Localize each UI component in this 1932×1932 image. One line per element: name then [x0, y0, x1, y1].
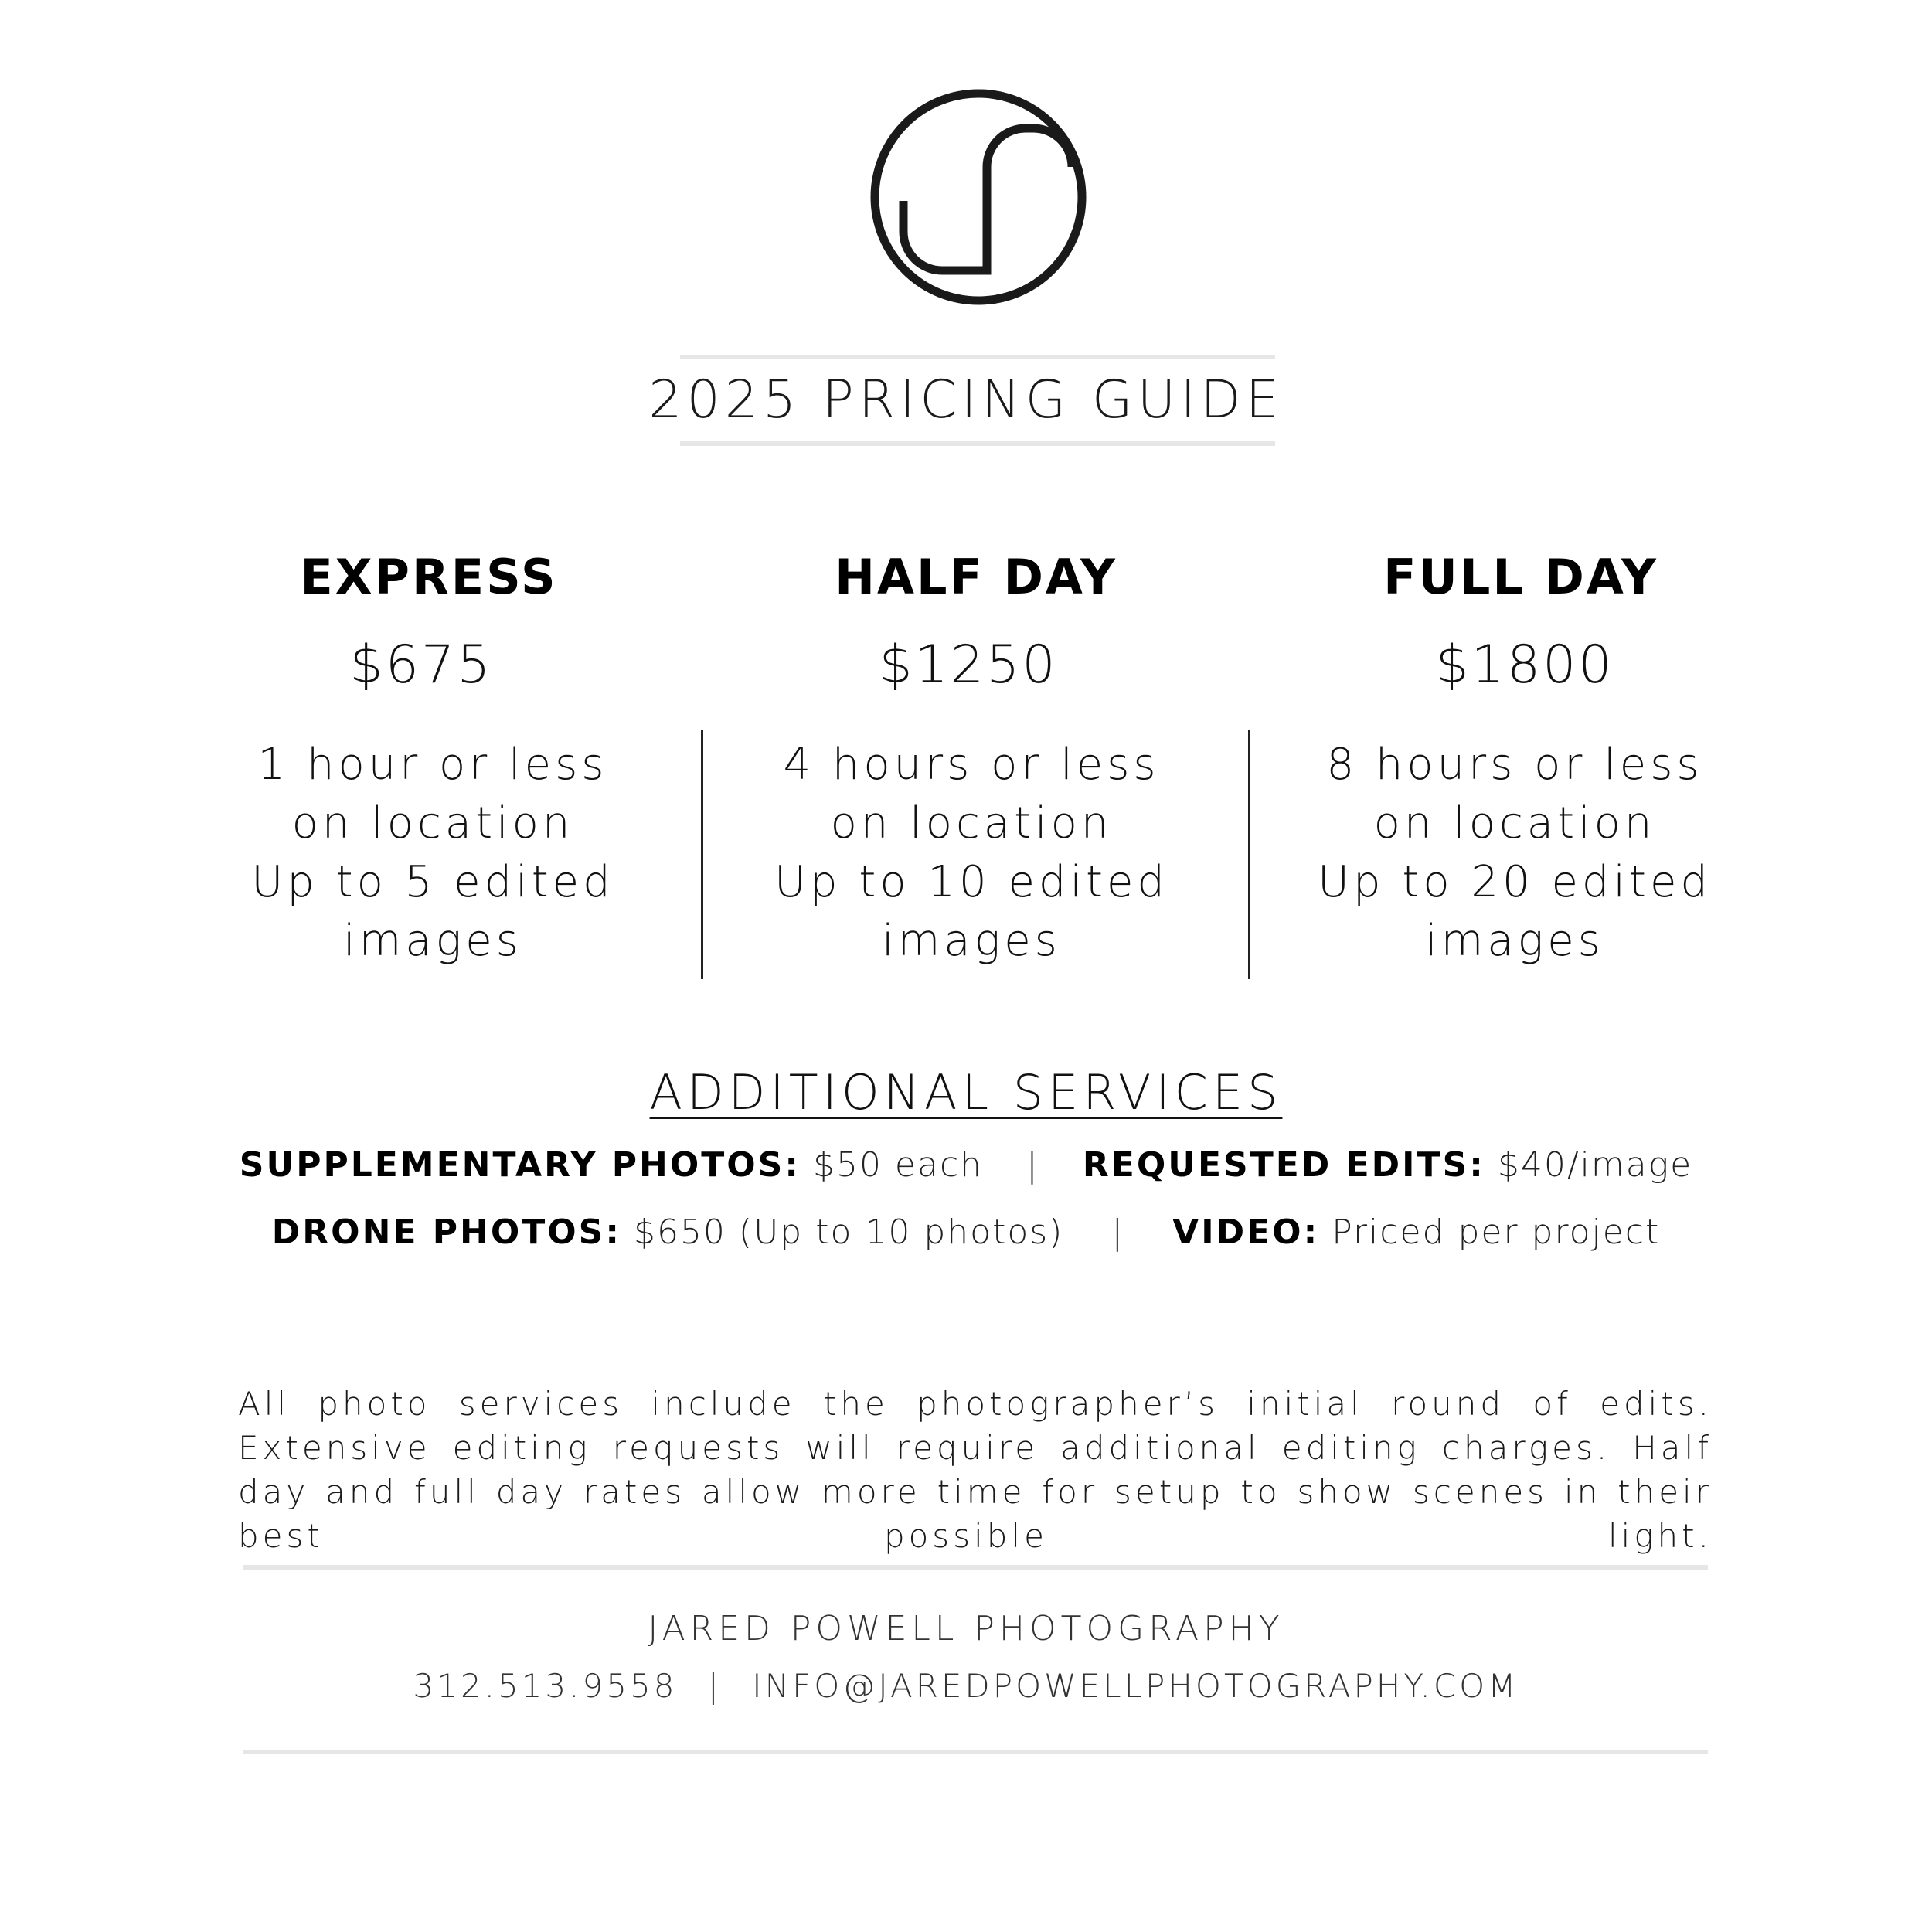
tier-price-full-day: $1800: [1435, 634, 1614, 696]
tier-line: on location: [830, 798, 1113, 849]
tier-line: Up to 20 edited: [1318, 857, 1712, 907]
service-label: VIDEO:: [1172, 1213, 1320, 1252]
tier-line: images: [343, 916, 522, 966]
additional-services-title: [541, 1064, 1391, 1121]
tier-description-half-day: [732, 736, 1211, 971]
jp-monogram-logo-icon: [868, 87, 1089, 308]
tier-line: on location: [291, 798, 574, 849]
contact-line: [309, 1663, 1623, 1709]
tier-description-express: [201, 736, 665, 971]
additional-services-title-text: ADDITIONAL SERVICES: [649, 1064, 1283, 1121]
footer-bottom-rule: [243, 1750, 1708, 1754]
tier-line: 1 hour or less: [257, 740, 608, 790]
services-row-2: [155, 1209, 1777, 1256]
phone-number: 312.513.9558: [413, 1667, 678, 1705]
disclaimer-paragraph: All photo services include the photographer’s initial round of edits. Extensive editing requests will require additional editing charges. Half day and full day rates allow more time for setup to show scenes in their best possible light.: [238, 1385, 1713, 1555]
column-divider: [1248, 730, 1250, 979]
tier-line: images: [1425, 916, 1604, 966]
service-value: Priced per project: [1332, 1213, 1661, 1252]
tier-price-half-day: $1250: [879, 634, 1058, 696]
service-separator: |: [1026, 1145, 1039, 1185]
email-address: INFO@JAREDPOWELLPHOTOGRAPHY.COM: [752, 1667, 1519, 1705]
service-label: REQUESTED EDITS:: [1082, 1145, 1485, 1185]
footer-top-rule: [243, 1565, 1708, 1570]
tier-line: 8 hours or less: [1326, 740, 1703, 790]
tier-name-full-day: FULL DAY: [1383, 549, 1658, 605]
contact-separator: |: [707, 1667, 722, 1705]
title-bottom-rule: [680, 441, 1275, 446]
service-value: $40/image: [1497, 1145, 1693, 1185]
title-top-rule: [680, 355, 1275, 359]
column-divider: [701, 730, 703, 979]
service-label: DRONE PHOTOS:: [271, 1213, 621, 1252]
tier-line: images: [882, 916, 1061, 966]
tier-line: Up to 10 edited: [774, 857, 1168, 907]
tier-price-express: $675: [349, 634, 493, 696]
service-label: SUPPLEMENTARY PHOTOS:: [239, 1145, 801, 1185]
tier-name-express: EXPRESS: [300, 549, 558, 605]
page-title: 2025 PRICING GUIDE: [648, 369, 1284, 430]
service-value: $50 each: [812, 1145, 984, 1185]
tier-line: on location: [1373, 798, 1656, 849]
tier-name-half-day: HALF DAY: [835, 549, 1117, 605]
tier-line: 4 hours or less: [783, 740, 1160, 790]
services-row-1: [155, 1142, 1777, 1189]
tier-line: Up to 5 edited: [251, 857, 614, 907]
tier-description-full-day: [1267, 736, 1762, 971]
company-name: JARED POWELL PHOTOGRAPHY: [648, 1609, 1284, 1648]
service-value: $650 (Up to 10 photos): [633, 1213, 1064, 1252]
service-separator: |: [1111, 1213, 1125, 1252]
